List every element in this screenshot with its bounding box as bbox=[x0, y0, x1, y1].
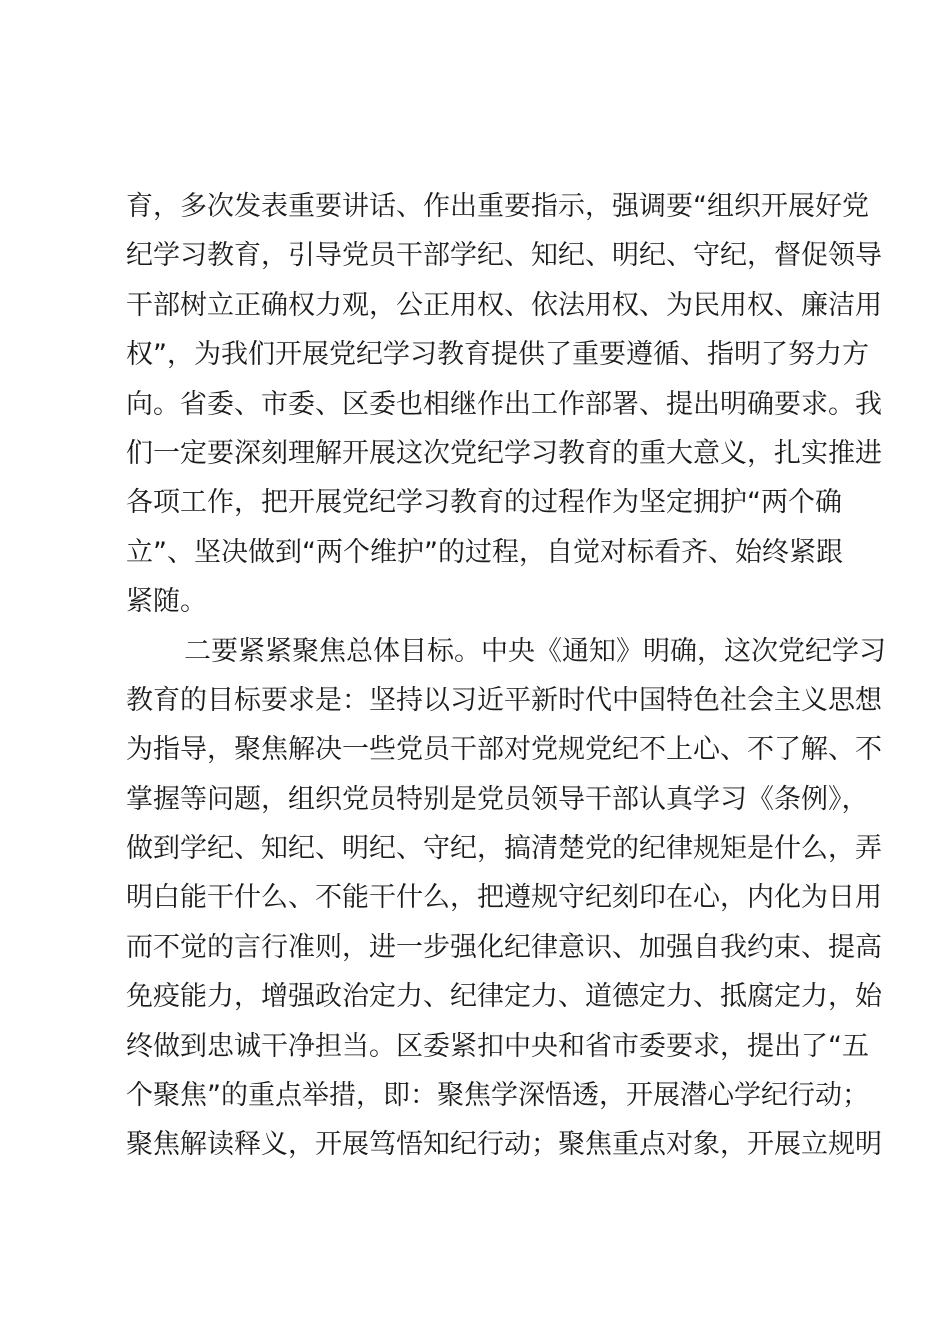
text-line: 个聚焦”的重点举措，即：聚焦学深悟透，开展潜心学纪行动； bbox=[126, 1080, 869, 1112]
text-line: 纪学习教育，引导党员干部学纪、知纪、明纪、守纪，督促领导 bbox=[126, 240, 882, 272]
text-line: 为指导，聚焦解决一些党员干部对党规党纪不上心、不了解、不 bbox=[126, 734, 882, 766]
text-line: 终做到忠诚干净担当。区委紧扣中央和省市委要求，提出了“五 bbox=[126, 1030, 869, 1062]
document-body bbox=[126, 182, 886, 1170]
paragraph-first-line: 二要紧紧聚焦总体目标。中央《通知》明确，这次党纪学习 bbox=[184, 635, 886, 667]
text-line: 向。省委、市委、区委也相继作出工作部署、提出明确要求。我 bbox=[126, 388, 882, 420]
text-line: 干部树立正确权力观，公正用权、依法用权、为民用权、廉洁用 bbox=[126, 289, 882, 321]
text-line: 免疫能力，增强政治定力、纪律定力、道德定力、抵腐定力，始 bbox=[126, 981, 882, 1013]
text-line: 权”，为我们开展党纪学习教育提供了重要遵循、指明了努力方 bbox=[126, 339, 869, 371]
text-line: 明白能干什么、不能干什么，把遵规守纪刻印在心，内化为日用 bbox=[126, 882, 882, 914]
text-line: 而不觉的言行准则，进一步强化纪律意识、加强自我约束、提高 bbox=[126, 931, 882, 963]
text-line: 聚焦解读释义，开展笃悟知纪行动；聚焦重点对象，开展立规明 bbox=[126, 1129, 882, 1161]
text-line: 育，多次发表重要讲话、作出重要指示，强调要“组织开展好党 bbox=[126, 191, 869, 222]
text-line: 们一定要深刻理解开展这次党纪学习教育的重大意义，扎实推进 bbox=[126, 437, 882, 469]
text-line: 做到学纪、知纪、明纪、守纪，搞清楚党的纪律规矩是什么，弄 bbox=[126, 833, 882, 865]
text-line: 各项工作，把开展党纪学习教育的过程作为坚定拥护“两个确 bbox=[126, 487, 842, 519]
text-line: 紧随。 bbox=[126, 586, 207, 618]
text-line: 立”、坚决做到“两个维护”的过程，自觉对标看齐、始终紧跟 bbox=[126, 536, 843, 568]
text-line: 掌握等问题，组织党员特别是党员领导干部认真学习《条例》， bbox=[126, 783, 869, 815]
text-line: 教育的目标要求是：坚持以习近平新时代中国特色社会主义思想 bbox=[126, 684, 882, 716]
